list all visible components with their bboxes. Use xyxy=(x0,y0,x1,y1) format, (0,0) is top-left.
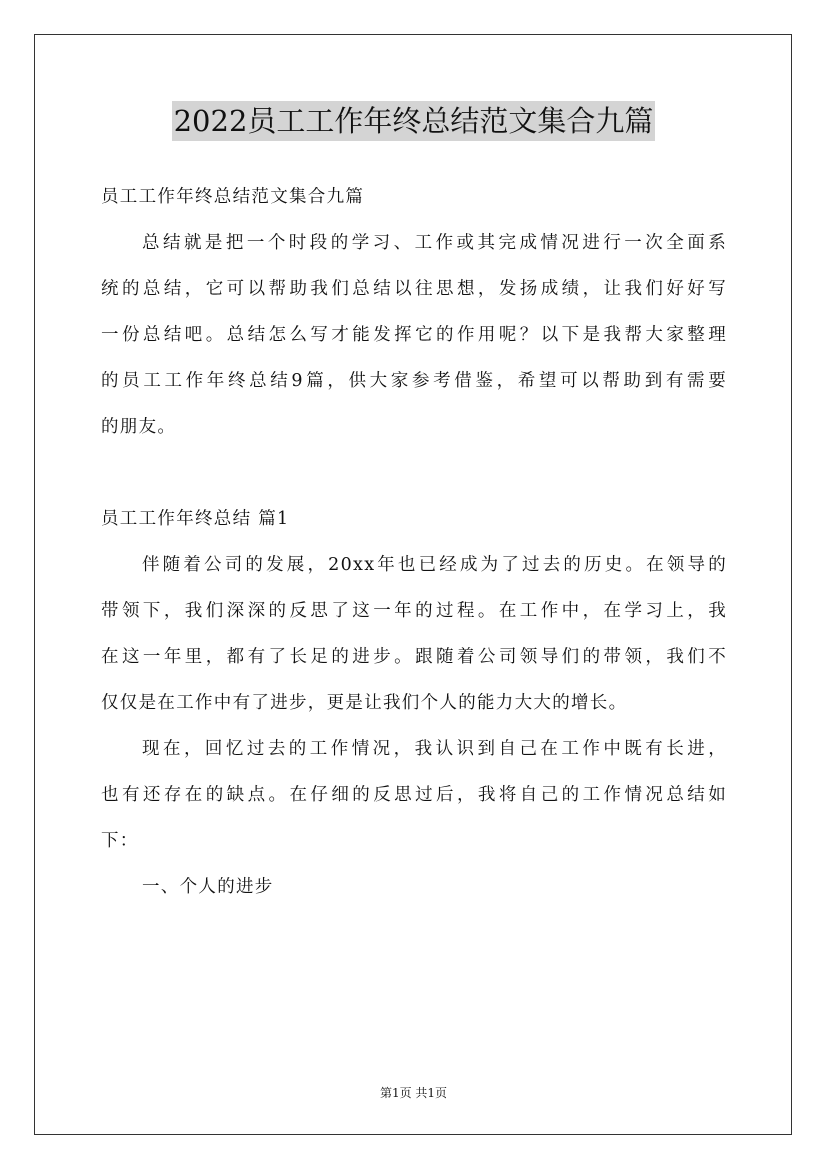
document-title: 2022员工工作年终总结范文集合九篇 xyxy=(172,101,656,141)
paragraph-line: 一份总结吧。总结怎么写才能发挥它的作用呢？以下是我帮大家整理 xyxy=(101,325,727,345)
intro-paragraph xyxy=(101,220,727,450)
section-heading: 员工工作年终总结 篇1 xyxy=(101,509,290,529)
list-item: 一、个人的进步 xyxy=(142,877,274,897)
paragraph-line: 的员工工作年终总结9篇，供大家参考借鉴，希望可以帮助到有需要 xyxy=(101,371,727,391)
document-body xyxy=(101,174,727,910)
paragraph-line: 仅仅是在工作中有了进步，更是让我们个人的能力大大的增长。 xyxy=(101,693,628,713)
page-footer: 第1页 共1页 xyxy=(379,1086,448,1100)
paragraph-1 xyxy=(101,542,727,726)
paragraph-line: 带领下，我们深深的反思了这一年的过程。在工作中，在学习上，我 xyxy=(101,601,727,621)
paragraph-line: 也有还存在的缺点。在仔细的反思过后，我将自己的工作情况总结如 xyxy=(101,785,727,805)
paragraph-line: 下： xyxy=(101,831,139,851)
paragraph-line: 现在，回忆过去的工作情况，我认识到自己在工作中既有长进， xyxy=(142,739,727,759)
paragraph-line: 统的总结，它可以帮助我们总结以往思想，发扬成绩，让我们好好写 xyxy=(101,279,727,299)
paragraph-line: 的朋友。 xyxy=(101,417,177,437)
title-container xyxy=(0,101,827,141)
paragraph-line: 总结就是把一个时段的学习、工作或其完成情况进行一次全面系 xyxy=(142,233,727,253)
paragraph-2 xyxy=(101,726,727,864)
paragraph-line: 在这一年里，都有了长足的进步。跟随着公司领导们的带领，我们不 xyxy=(101,647,727,667)
paragraph-line: 伴随着公司的发展，20xx年也已经成为了过去的历史。在领导的 xyxy=(142,555,727,575)
blank-line xyxy=(101,450,727,496)
document-subtitle: 员工工作年终总结范文集合九篇 xyxy=(101,187,365,207)
